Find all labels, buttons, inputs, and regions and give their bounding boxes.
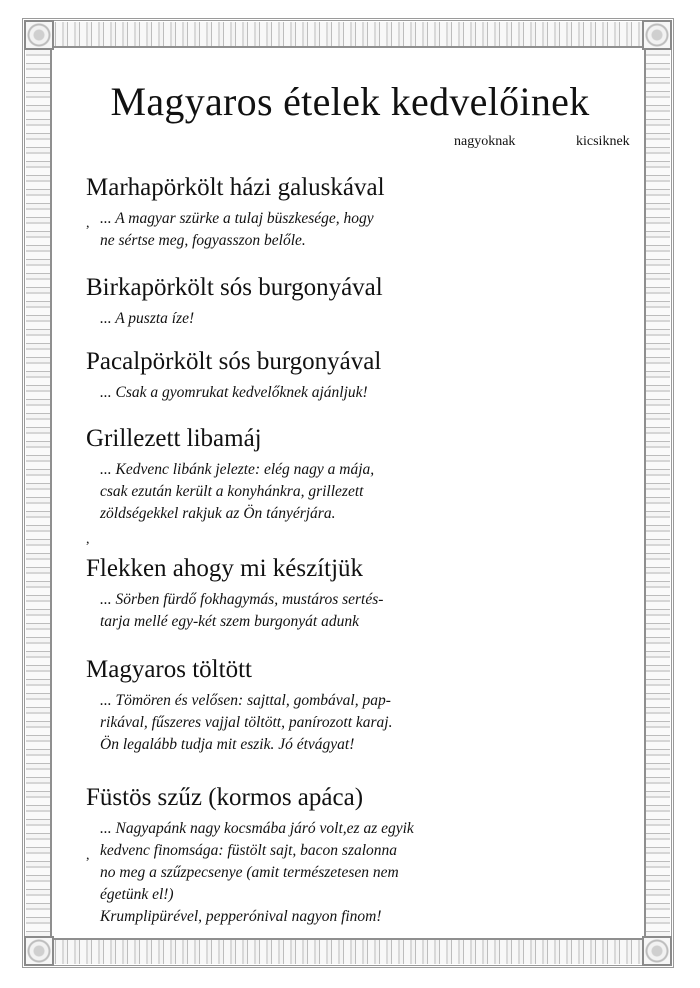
column-header-small: kicsiknek [576, 134, 630, 149]
frame-corner-ornament [642, 936, 672, 966]
dish-name: Pacalpörkölt sós burgonyával [86, 348, 382, 375]
frame-border-top [26, 22, 670, 48]
dish-description: ... Csak a gyomrukat kedvelőknek ajánljuk! [100, 384, 368, 401]
frame-corner-ornament [642, 20, 672, 50]
frame-corner-ornament [24, 936, 54, 966]
dish-description: ... A magyar szürke a tulaj büszkesége, hogy ne sértse meg, fogyasszon belőle. [100, 210, 374, 249]
dish-name: Marhapörkölt házi galuskával [86, 174, 385, 201]
dish-item [86, 348, 626, 404]
stray-comma-mark: , [86, 532, 90, 547]
stray-comma-mark: , [86, 848, 90, 863]
menu-title: Magyaros ételek kedvelőinek [110, 79, 590, 124]
dish-item [86, 784, 626, 928]
dish-description: ... Tömören és velősen: sajttal, gombával, pap- rikával, fűszeres vajjal töltött, panírozott karaj. Ön legalább tudja mit eszik. Jó étvágyat! [100, 692, 393, 753]
frame-border-left [26, 48, 52, 938]
dish-item [86, 656, 626, 756]
dish-description: ... Kedvenc libánk jelezte: elég nagy a mája, csak ezután került a konyhánkra, grillezett zöldségekkel rakjuk az Ön tányérjára. [100, 461, 375, 522]
frame-corner-ornament [24, 20, 54, 50]
frame-border-right [644, 48, 670, 938]
dish-description: ... Sörben fürdő fokhagymás, mustáros sertés- tarja mellé egy-két szem burgonyát adunk [100, 591, 384, 630]
dish-name: Magyaros töltött [86, 656, 252, 683]
dish-description: ... A puszta íze! [100, 310, 195, 327]
dish-name: Birkapörkölt sós burgonyával [86, 274, 383, 301]
dish-description: ... Nagyapánk nagy kocsmába járó volt,ez az egyik kedvenc finomsága: füstölt sajt, bacon szalonna no meg a szűzpecsenye (amit természetesen nem égetünk el!) Krumplipürével, pepperónival nagyon finom! [100, 820, 414, 925]
dish-item [86, 174, 626, 252]
dish-name: Grillezett libamáj [86, 425, 262, 452]
stray-comma-mark: , [86, 216, 90, 231]
dish-item [86, 555, 626, 633]
dish-name: Flekken ahogy mi készítjük [86, 555, 364, 582]
column-header-large: nagyoknak [454, 134, 516, 149]
frame-border-bottom [26, 938, 670, 964]
dish-item [86, 274, 626, 330]
dish-item [86, 425, 626, 525]
dish-name: Füstös szűz (kormos apáca) [86, 784, 364, 811]
